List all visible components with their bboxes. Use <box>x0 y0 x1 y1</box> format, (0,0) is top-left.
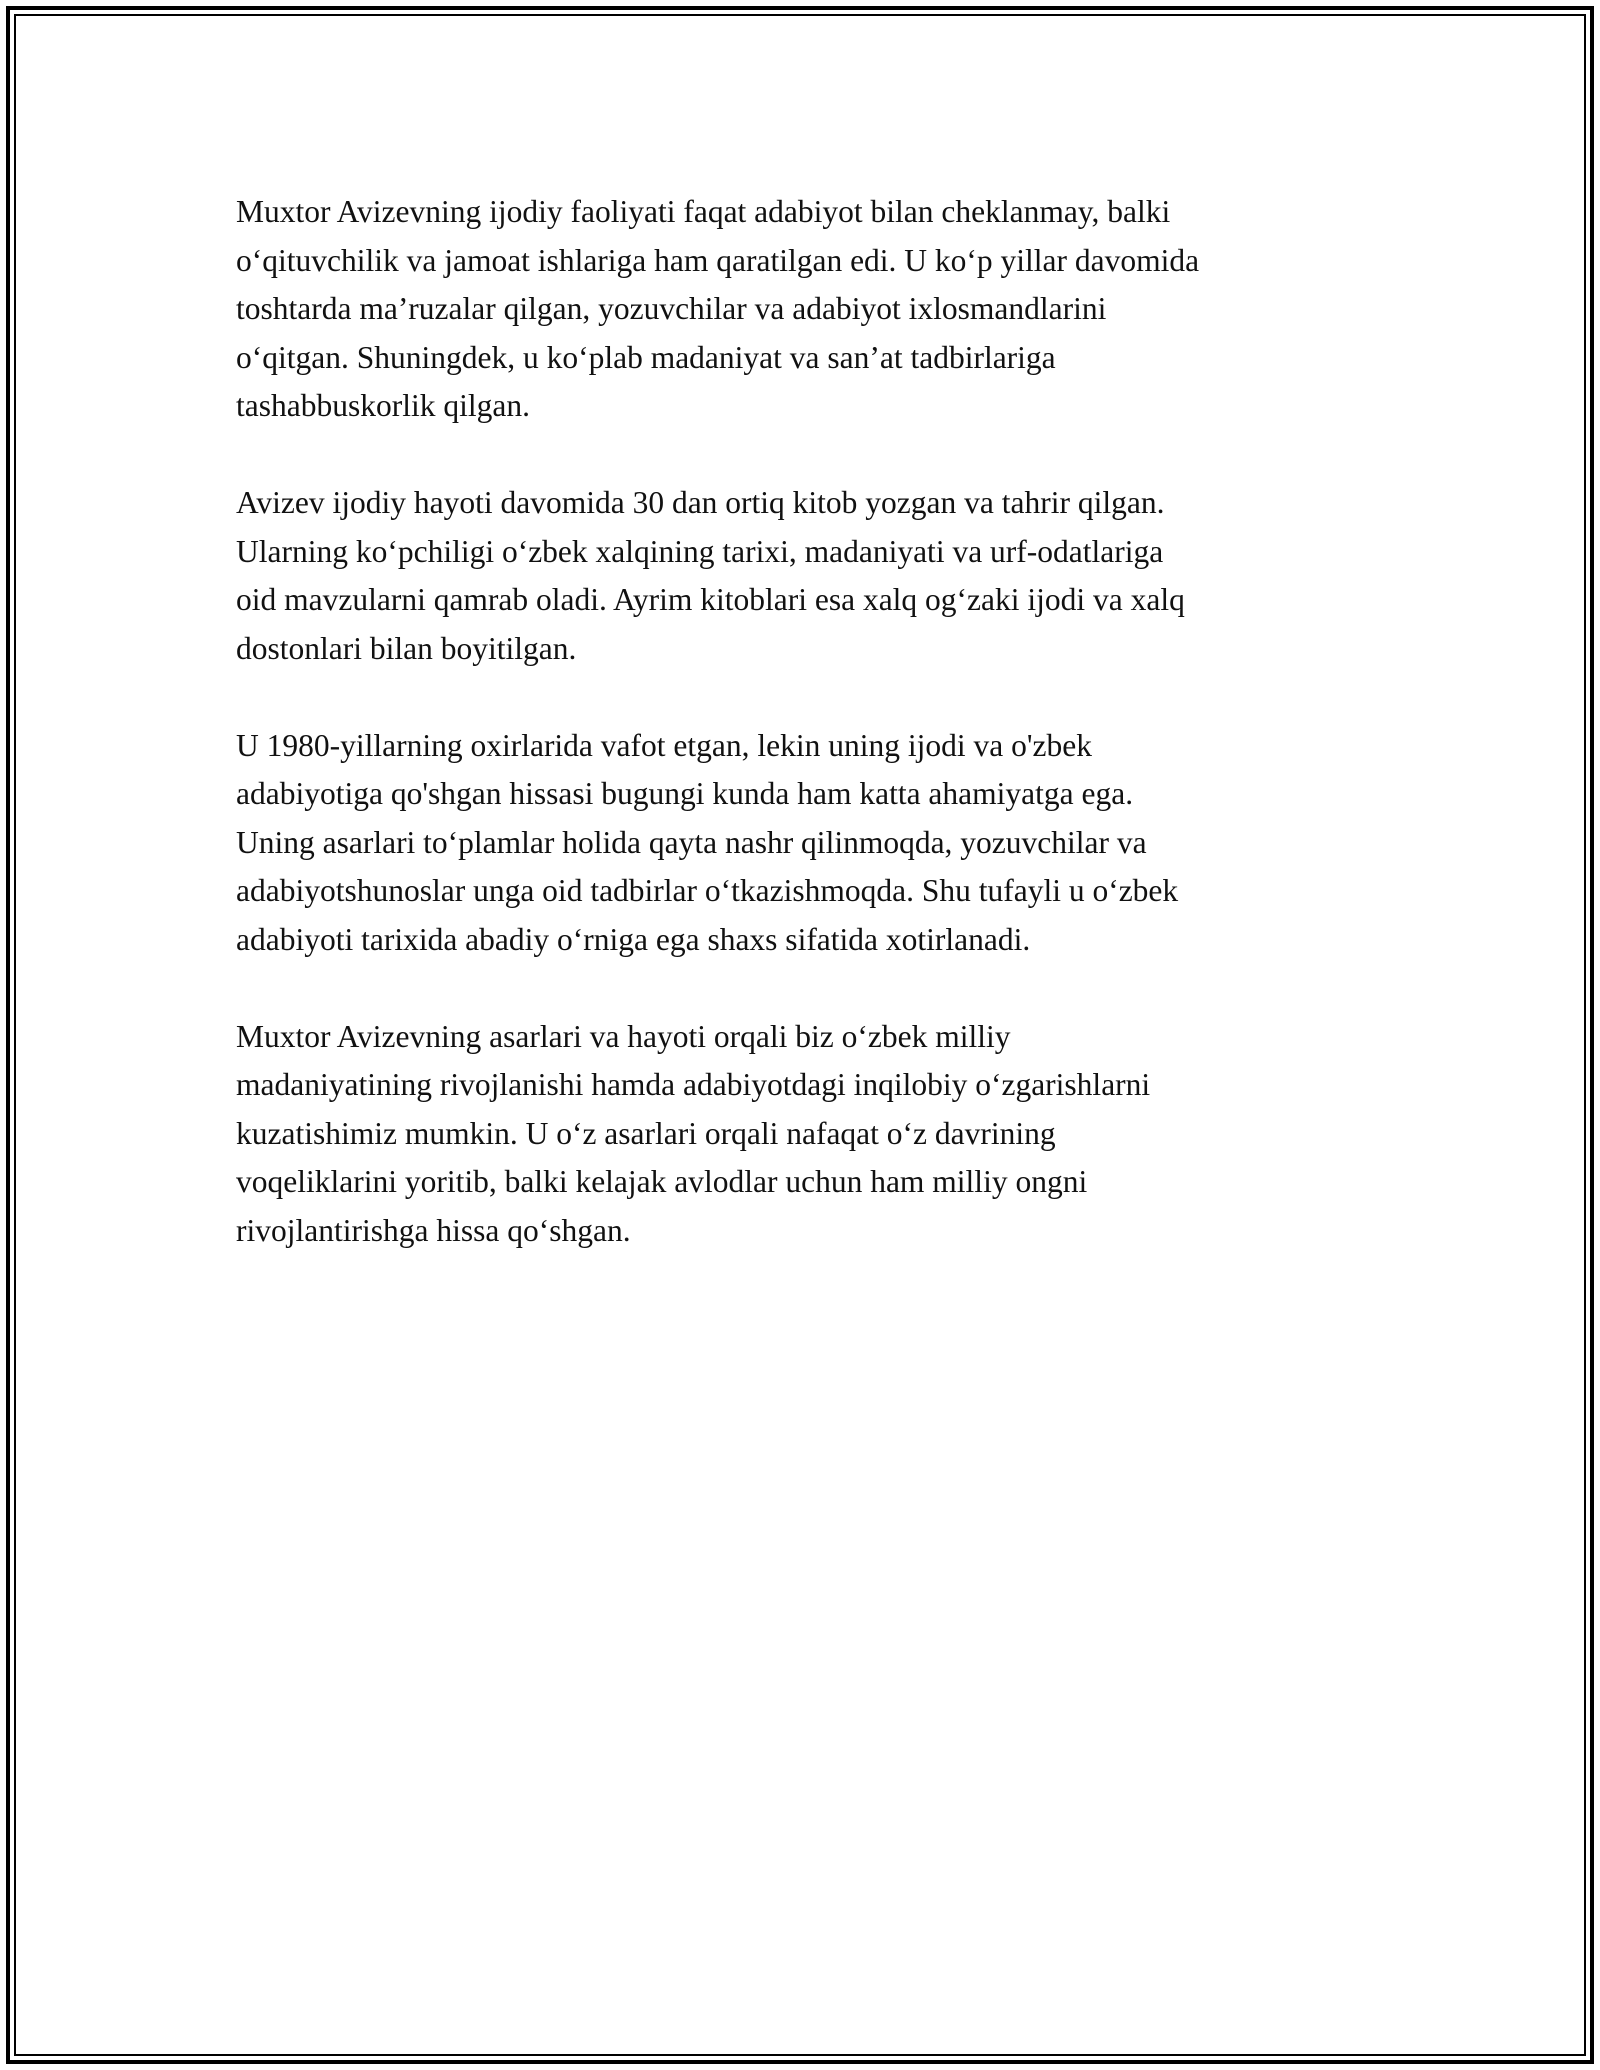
text-line: toshtarda ma’ruzalar qilgan, yozuvchilar va adabiyot ixlosmandlarini <box>236 291 1107 326</box>
text-line: Muxtor Avizevning ijodiy faoliyati faqat adabiyot bilan cheklanmay, balki <box>236 194 1171 229</box>
text-line: U 1980-yillarning oxirlarida vafot etgan, lekin uning ijodi va o'zbek <box>236 727 1092 763</box>
text-line: Ularning ko‘pchiligi o‘zbek xalqining tarixi, madaniyati va urf-odatlariga <box>236 533 1164 569</box>
text-line: Muxtor Avizevning asarlari va hayoti orqali biz o‘zbek milliy <box>236 1018 1011 1054</box>
document-body <box>236 188 1366 1304</box>
paragraph-3 <box>236 722 1366 965</box>
text-line: voqeliklarini yoritib, balki kelajak avlodlar uchun ham milliy ongni <box>236 1164 1088 1199</box>
text-line: Avizev ijodiy hayoti davomida 30 dan ortiq kitob yozgan va tahrir qilgan. <box>236 485 1165 520</box>
text-line: adabiyotiga qo'shgan hissasi bugungi kunda ham katta ahamiyatga ega. <box>236 776 1134 811</box>
text-line: adabiyoti tarixida abadiy o‘rniga ega shaxs sifatida xotirlanadi. <box>236 921 1031 957</box>
text-line: o‘qitgan. Shuningdek, u ko‘plab madaniyat va san’at tadbirlariga <box>236 339 1056 375</box>
paragraph-2 <box>236 479 1366 673</box>
text-line: tashabbuskorlik qilgan. <box>236 388 530 423</box>
text-line: oid mavzularni qamrab oladi. Ayrim kitoblari esa xalq og‘zaki ijodi va xalq <box>236 582 1185 617</box>
text-line: madaniyatining rivojlanishi hamda adabiyotdagi inqilobiy o‘zgarishlarni <box>236 1067 1151 1102</box>
text-line: Uning asarlari to‘plamlar holida qayta nashr qilinmoqda, yozuvchilar va <box>236 824 1147 860</box>
text-line: rivojlantirishga hissa qo‘shgan. <box>236 1212 631 1248</box>
text-line: o‘qituvchilik va jamoat ishlariga ham qaratilgan edi. U ko‘p yillar davomida <box>236 242 1200 278</box>
text-line: dostonlari bilan boyitilgan. <box>236 630 577 666</box>
paragraph-1 <box>236 188 1366 431</box>
text-line: kuzatishimiz mumkin. U o‘z asarlari orqali nafaqat o‘z davrining <box>236 1115 1056 1151</box>
paragraph-4 <box>236 1013 1366 1256</box>
text-line: adabiyotshunoslar unga oid tadbirlar o‘tkazishmoqda. Shu tufayli u o‘zbek <box>236 873 1179 908</box>
